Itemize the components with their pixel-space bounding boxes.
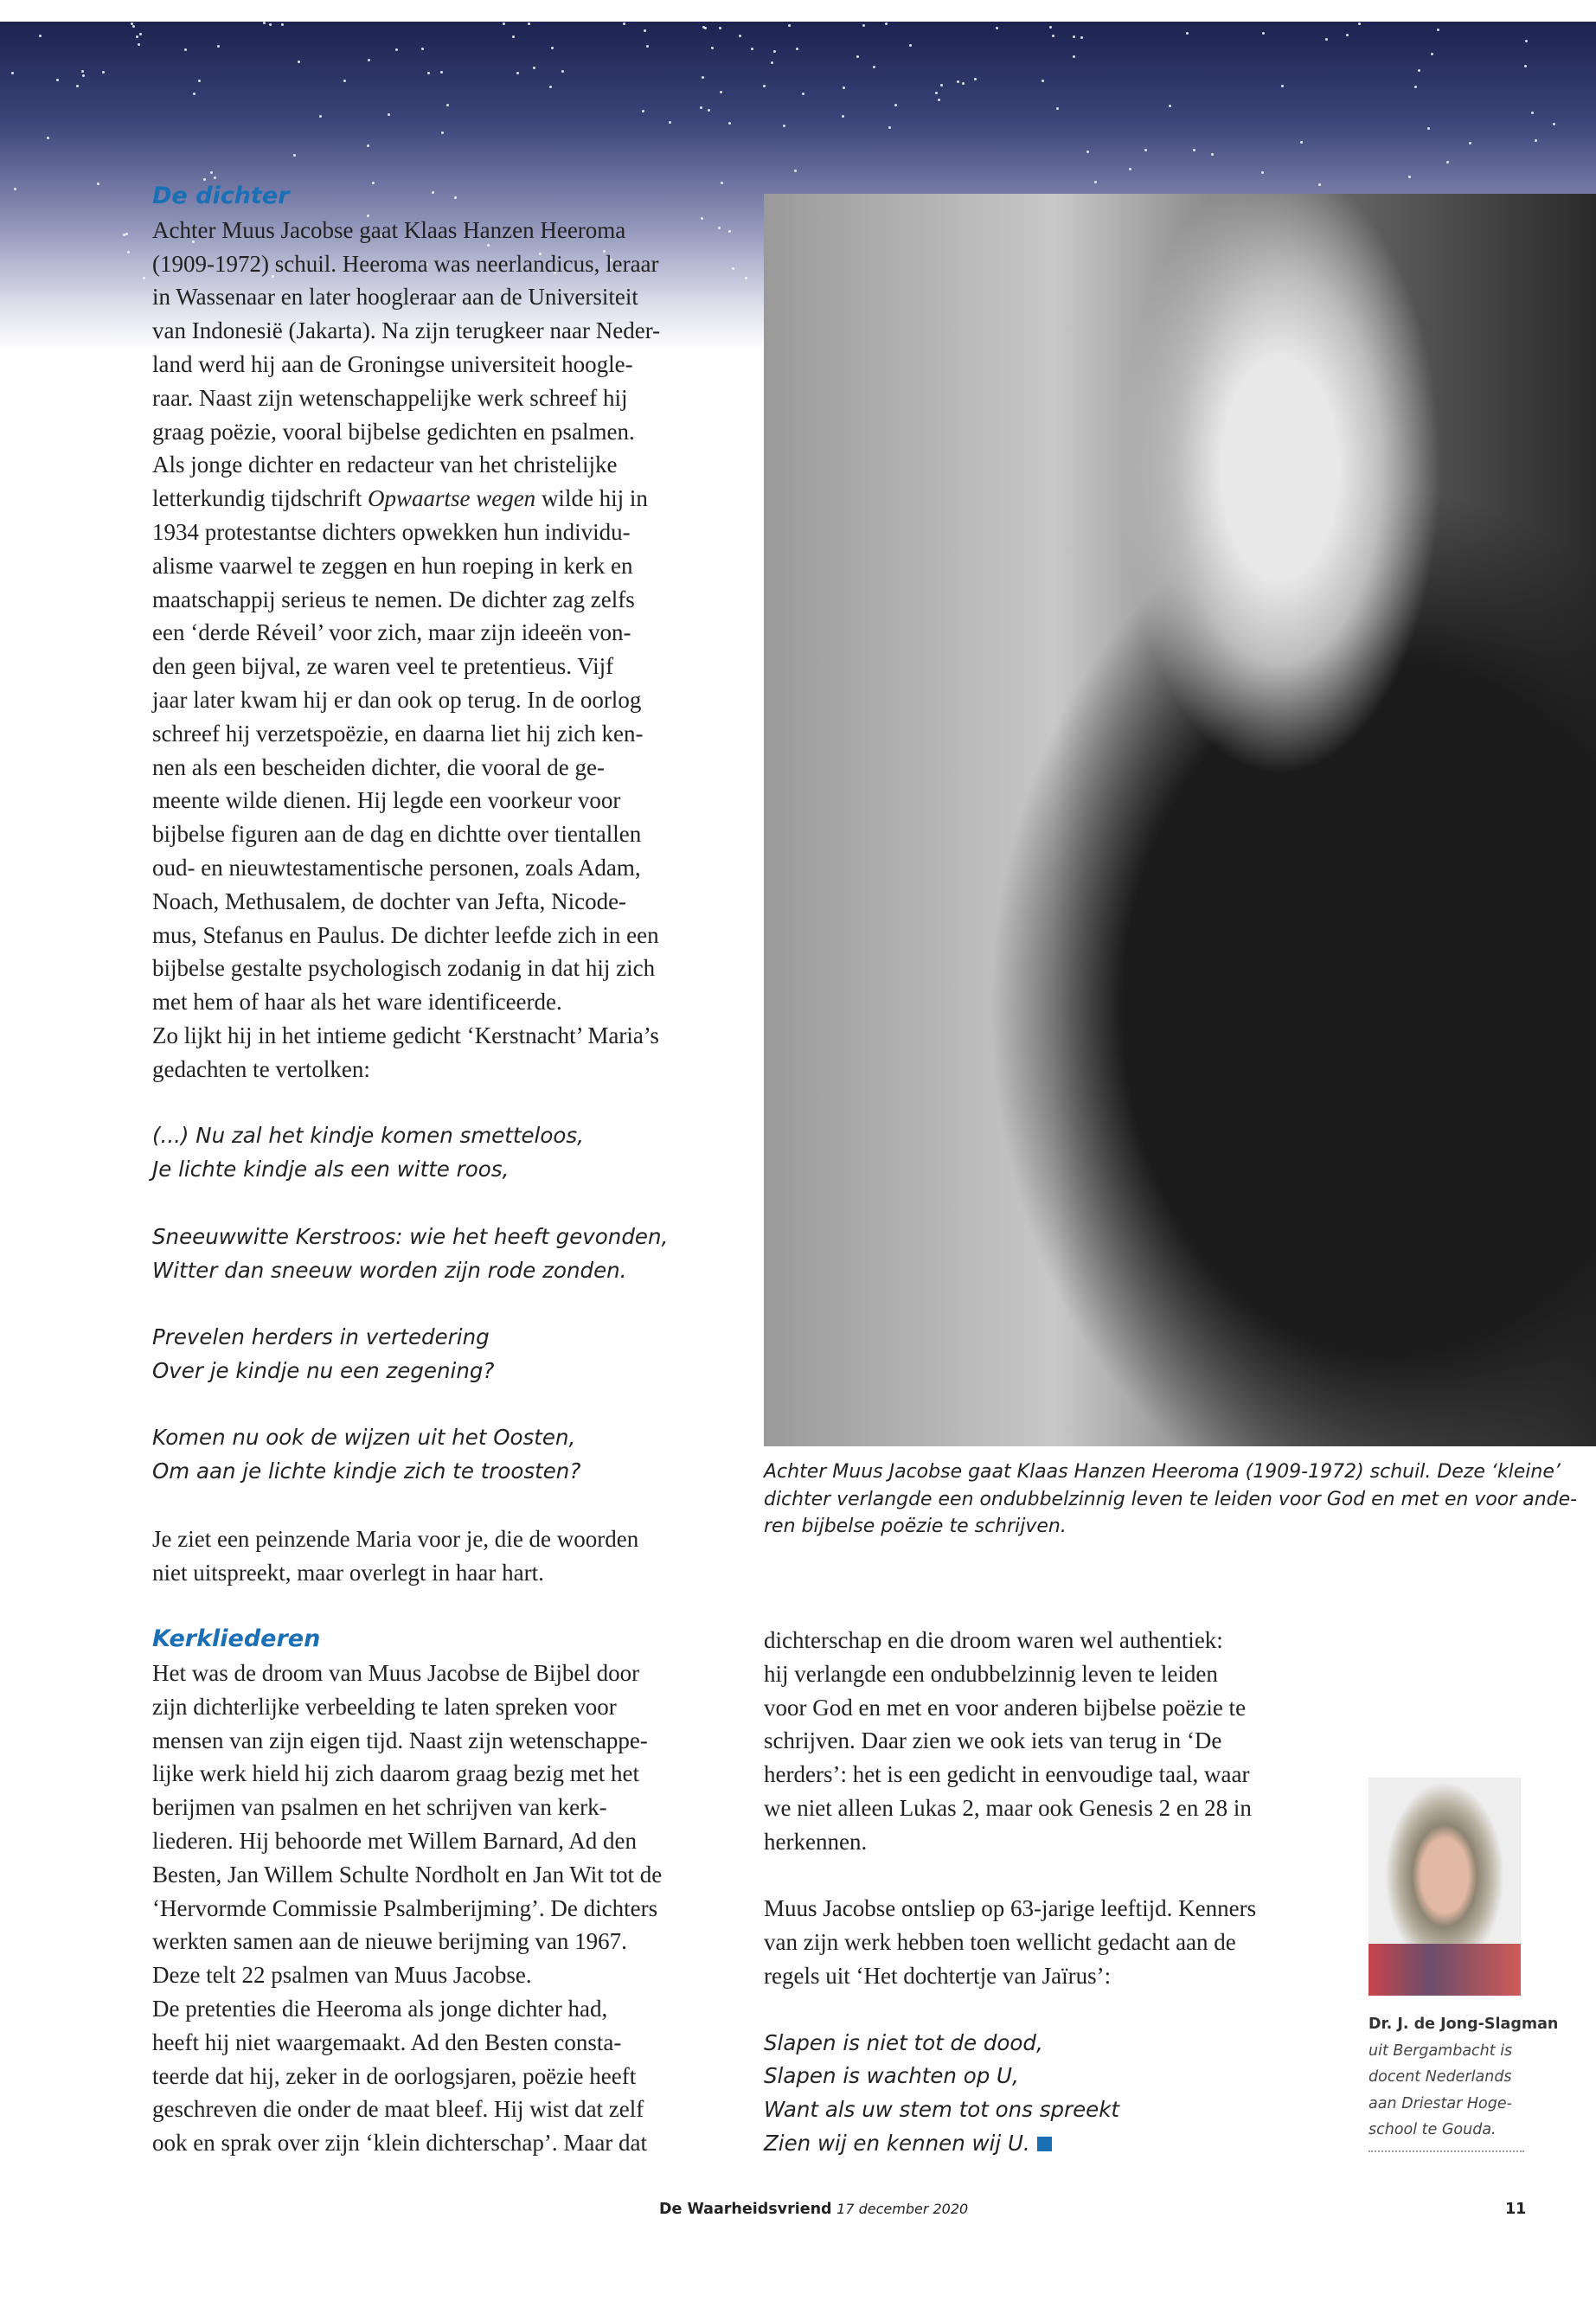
star [996, 27, 998, 29]
star [1073, 35, 1075, 38]
heading-de-dichter: De dichter [152, 183, 290, 209]
star [885, 22, 888, 25]
star [771, 61, 773, 64]
author-name: Dr. J. de Jong-Slagman [1368, 2016, 1559, 2033]
star [711, 47, 714, 49]
star [368, 59, 370, 61]
text-line: herders’: het is een gedicht in eenvoudige taal, waar [764, 1761, 1250, 1788]
text-line: Want als uw stem tot ons spreekt [764, 2097, 1120, 2123]
text-line: schrijven. Daar zien we ook iets van terug in ‘De [764, 1727, 1222, 1754]
star [1431, 53, 1433, 55]
right-column [764, 1624, 1352, 2161]
star [512, 35, 515, 38]
text-line: een ‘derde Réveil’ voor zich, maar zijn ideeën von- [152, 619, 631, 646]
author-bio [1368, 2011, 1559, 2152]
magazine-title: Opwaartse wegen [367, 485, 536, 512]
star [894, 104, 897, 106]
star [293, 154, 296, 157]
text-line: liederen. Hij behoorde met Willem Barnard, Ad den [152, 1828, 637, 1855]
issue-date: 17 december 2020 [836, 2201, 969, 2217]
text-line: mus, Stefanus en Paulus. De dichter leefde zich in een [152, 921, 659, 948]
text-line: jaar later kwam hij er dan ook op terug. In de oorlog [152, 686, 642, 713]
star [843, 87, 845, 89]
text-line: Achter Muus Jacobse gaat Klaas Hanzen Heeroma (1909-1972) schuil. Deze ‘kleine’ [764, 1461, 1561, 1483]
text-line: Slapen is niet tot de dood, [764, 2029, 1043, 2055]
star [1144, 149, 1147, 151]
star [1408, 176, 1411, 178]
star [794, 170, 797, 172]
text-line: schreef hij verzetspoëzie, en daarna liet hij zich ken- [152, 720, 644, 747]
text-line: lijke werk hield hij zich daarom graag bezig met het [152, 1760, 640, 1787]
poem-line: Prevelen herders in vertedering [152, 1324, 490, 1350]
star [646, 45, 649, 48]
star [745, 277, 747, 279]
poem-line: Sneeuwwitte Kerstroos: wie het heeft gevonden, [152, 1223, 669, 1249]
star [1418, 69, 1420, 72]
text-line: (1909-1972) schuil. Heeroma was neerlandicus, leraar [152, 250, 659, 277]
text-line: van zijn werk hebben toen wellicht gedacht aan de [764, 1929, 1236, 1956]
star [1261, 171, 1264, 174]
star [427, 72, 430, 74]
star [97, 183, 99, 185]
star [1524, 65, 1527, 67]
star [1281, 85, 1284, 87]
text-line: alisme vaarwel te zeggen en hun roeping in kerk en [152, 552, 633, 579]
text-line: 1934 protestantse dichters opwekken hun individu- [152, 518, 631, 545]
star [388, 113, 390, 116]
bio-line: aan Driestar Hoge- [1368, 2094, 1512, 2112]
photo-caption [764, 1458, 1578, 1541]
text-line: De pretenties die Heeroma als jonge dichter had, [152, 1996, 608, 2022]
star [873, 66, 875, 68]
star [802, 93, 804, 95]
star [440, 71, 443, 74]
star [720, 91, 722, 93]
star [669, 121, 671, 124]
star [935, 92, 938, 94]
star [1525, 40, 1528, 42]
star [1052, 35, 1054, 37]
star [441, 131, 444, 134]
star [1262, 32, 1265, 35]
text-line: met hem of haar als het ware identificeerde. [152, 989, 562, 1016]
text-line [152, 482, 648, 516]
star [888, 126, 891, 129]
text-line: Muus Jacobse ontsliep op 63-jarige leeftijd. Kenners [764, 1895, 1257, 1922]
star [127, 251, 130, 253]
star [644, 29, 646, 32]
publication-name: De Waarheidsvriend [659, 2201, 832, 2218]
footer-publication [659, 2201, 968, 2218]
star [421, 48, 424, 50]
star [367, 144, 369, 147]
text-line: geschreven die onder de maat bleef. Hij wist dat zelf [152, 2096, 644, 2123]
text-line: Je ziet een peinzende Maria voor je, die de woorden [152, 1525, 639, 1552]
star [623, 22, 625, 25]
star [1346, 34, 1349, 36]
star [81, 70, 84, 73]
text-line: ook en sprak over zijn ‘klein dichterschap’. Maar dat [152, 2130, 648, 2157]
star [788, 24, 791, 27]
star [1193, 149, 1195, 151]
star [940, 84, 943, 87]
star [551, 47, 554, 49]
text-line: dichterschap en die droom waren wel authentiek: [764, 1627, 1223, 1653]
text-line: oud- en nieuwtestamentische personen, zoals Adam, [152, 854, 641, 881]
star [783, 125, 785, 127]
star [1531, 112, 1534, 114]
text-line: raar. Naast zijn wetenschappelijke werk schreef hij [152, 384, 628, 411]
star [1437, 29, 1439, 31]
star [1049, 26, 1052, 29]
star [751, 48, 753, 50]
text-line: land werd hij aan de Groningse universiteit hoogle- [152, 350, 633, 377]
star [217, 45, 220, 48]
page-number: 11 [1505, 2201, 1527, 2218]
text-line: niet uitspreekt, maar overlegt in haar hart. [152, 1559, 544, 1586]
poem-line: (...) Nu zal het kindje komen smetteloos, [152, 1123, 584, 1149]
star [1414, 86, 1417, 88]
text-line: den geen bijval, ze waren veel te pretentieus. Vijf [152, 653, 614, 680]
star [957, 80, 959, 83]
star [856, 55, 859, 58]
star [39, 35, 42, 37]
star [143, 277, 145, 279]
star [1325, 38, 1328, 41]
star [719, 27, 721, 29]
star [1358, 22, 1361, 25]
text-line: Besten, Jan Willem Schulte Nordholt en Jan Wit tot de [152, 1861, 663, 1888]
star [739, 35, 741, 37]
portrait-photo-heeroma [764, 194, 1596, 1446]
star [796, 48, 798, 50]
text-span: letterkundig tijdschrift [152, 485, 368, 512]
star [1169, 105, 1171, 107]
star [561, 70, 564, 73]
text-line: Zo lijkt hij in het intieme gedicht ‘Kerstnacht’ Maria’s [152, 1022, 659, 1048]
star [516, 72, 519, 74]
star [842, 115, 844, 118]
bio-line: uit Bergambacht is [1368, 2041, 1513, 2060]
text-line: mensen van zijn eigen tijd. Naast zijn wetenschappe- [152, 1727, 648, 1753]
text-line: heeft hij niet waargemaakt. Ad den Besten consta- [152, 2029, 622, 2055]
text-line: regels uit ‘Het dochtertje van Jaïrus’: [764, 1962, 1112, 1989]
text-line: Het was de droom van Muus Jacobse de Bijbel door [152, 1660, 640, 1687]
star [938, 99, 940, 101]
text-line: in Wassenaar en later hoogleraar aan de Universiteit [152, 284, 638, 311]
star [263, 22, 266, 24]
star [1427, 127, 1430, 130]
text-line: Noach, Methusalem, de dochter van Jefta, Nicode- [152, 888, 627, 914]
end-mark-icon [1037, 2137, 1052, 2151]
star [76, 85, 79, 87]
star [298, 61, 300, 63]
star [704, 27, 707, 29]
star [193, 93, 195, 95]
poem-line: Om aan je lichte kindje zich te troosten? [152, 1458, 581, 1484]
star [773, 50, 776, 53]
author-photo [1368, 1778, 1521, 1996]
text-line: herkennen. [764, 1828, 868, 1855]
heading-kerkliederen: Kerkliederen [152, 1625, 321, 1653]
star [1086, 151, 1089, 153]
text-line: Achter Muus Jacobse gaat Klaas Hanzen Heeroma [152, 216, 626, 243]
poem-line: Witter dan sneeuw worden zijn rode zonden. [152, 1257, 627, 1283]
text-line: meente wilde dienen. Hij legde een voorkeur voor [152, 787, 621, 814]
text-line: nen als een bescheiden dichter, die vooral de ge- [152, 753, 605, 780]
text-line: Als jonge dichter en redacteur van het christelijke [152, 452, 618, 478]
star [1300, 141, 1303, 144]
star [136, 35, 138, 38]
text-line: berijmen van psalmen en het schrijven van kerk- [152, 1794, 607, 1821]
star [1553, 123, 1555, 125]
text-line: werkten samen aan de nieuwe berijming van 1967. [152, 1928, 627, 1955]
text-line: voor God en met en voor anderen bijbelse poëzie te [764, 1694, 1247, 1721]
star [138, 43, 140, 46]
star [1446, 161, 1449, 163]
star [728, 122, 731, 125]
star [395, 48, 398, 51]
star [642, 110, 644, 112]
star [700, 106, 702, 109]
text-line: maatschappij serieus te nemen. De dichter zag zelfs [152, 586, 635, 612]
text-line: graag poëzie, vooral bijbelse gedichten en psalmen. [152, 418, 635, 445]
text-line: ren bijbelse poëzie te schrijven. [764, 1516, 1067, 1537]
text-line: Deze telt 22 psalmen van Muus Jacobse. [152, 1962, 532, 1989]
star [533, 67, 535, 69]
star [503, 22, 505, 25]
star [210, 171, 213, 174]
star [319, 115, 322, 118]
star [214, 176, 216, 179]
star [1469, 142, 1471, 144]
star [962, 82, 965, 85]
star [862, 24, 865, 27]
text-line: Slapen is wachten op U, [764, 2063, 1019, 2089]
star [125, 233, 128, 235]
star [1073, 55, 1075, 58]
star [708, 109, 710, 112]
star [1186, 32, 1189, 35]
bio-line: school te Gouda. [1368, 2121, 1497, 2138]
star [1080, 36, 1083, 39]
text-span: wilde hij in [535, 485, 648, 512]
poem-line: Komen nu ook de wijzen uit het Oosten, [152, 1425, 576, 1451]
star [47, 137, 49, 139]
text-line: van Indonesië (Jakarta). Na zijn terugkeer naar Neder- [152, 317, 661, 344]
text-line: dichter verlangde een ondubbelzinnig leven te leiden voor God en met en voor ande- [764, 1488, 1578, 1510]
star [198, 80, 201, 82]
star [14, 188, 16, 190]
text-line: gedachten te vertolken: [152, 1055, 370, 1082]
text-line: we niet alleen Lukas 2, maar ook Genesis 2 en 28 in [764, 1794, 1252, 1821]
star [184, 48, 187, 51]
star [974, 78, 977, 80]
star [56, 79, 59, 81]
star [1535, 139, 1537, 142]
star [281, 23, 284, 26]
star [1042, 80, 1044, 82]
bio-line: docent Nederlands [1368, 2068, 1512, 2086]
text-line: Zien wij en kennen wij U. [764, 2127, 1052, 2161]
star [549, 86, 552, 88]
poem-line: Over je kindje nu een zegening? [152, 1357, 495, 1383]
text-line: ‘Hervormde Commissie Psalmberijming’. De dichters [152, 1894, 658, 1921]
star [528, 22, 530, 25]
star [763, 85, 766, 87]
star [446, 104, 449, 106]
star [343, 80, 346, 82]
star [1211, 153, 1214, 156]
text-line: zijn dichterlijke verbeelding te laten spreken voor [152, 1693, 617, 1720]
star [702, 76, 704, 79]
star [132, 25, 135, 28]
star [123, 234, 125, 236]
text-line: teerde dat hij, zeker in de oorlogsjaren, poëzie heeft [152, 2062, 637, 2089]
star [82, 74, 85, 77]
poem-line: Je lichte kindje als een witte roos, [152, 1157, 510, 1183]
text-line: bijbelse gestalte psychologisch zodanig in dat hij zich [152, 955, 656, 982]
star [1318, 183, 1321, 186]
text-line: hij verlangde een ondubbelzinnig leven te leiden [764, 1660, 1218, 1687]
text-line: bijbelse figuren aan de dag en dichtte over tientallen [152, 821, 642, 848]
star [909, 44, 912, 47]
star [1094, 181, 1097, 183]
star [1129, 168, 1131, 170]
star [1056, 107, 1059, 110]
star [11, 72, 14, 74]
star [269, 23, 272, 26]
star [102, 71, 105, 74]
left-column [152, 180, 740, 2160]
divider [1368, 2150, 1524, 2152]
star [139, 33, 142, 35]
